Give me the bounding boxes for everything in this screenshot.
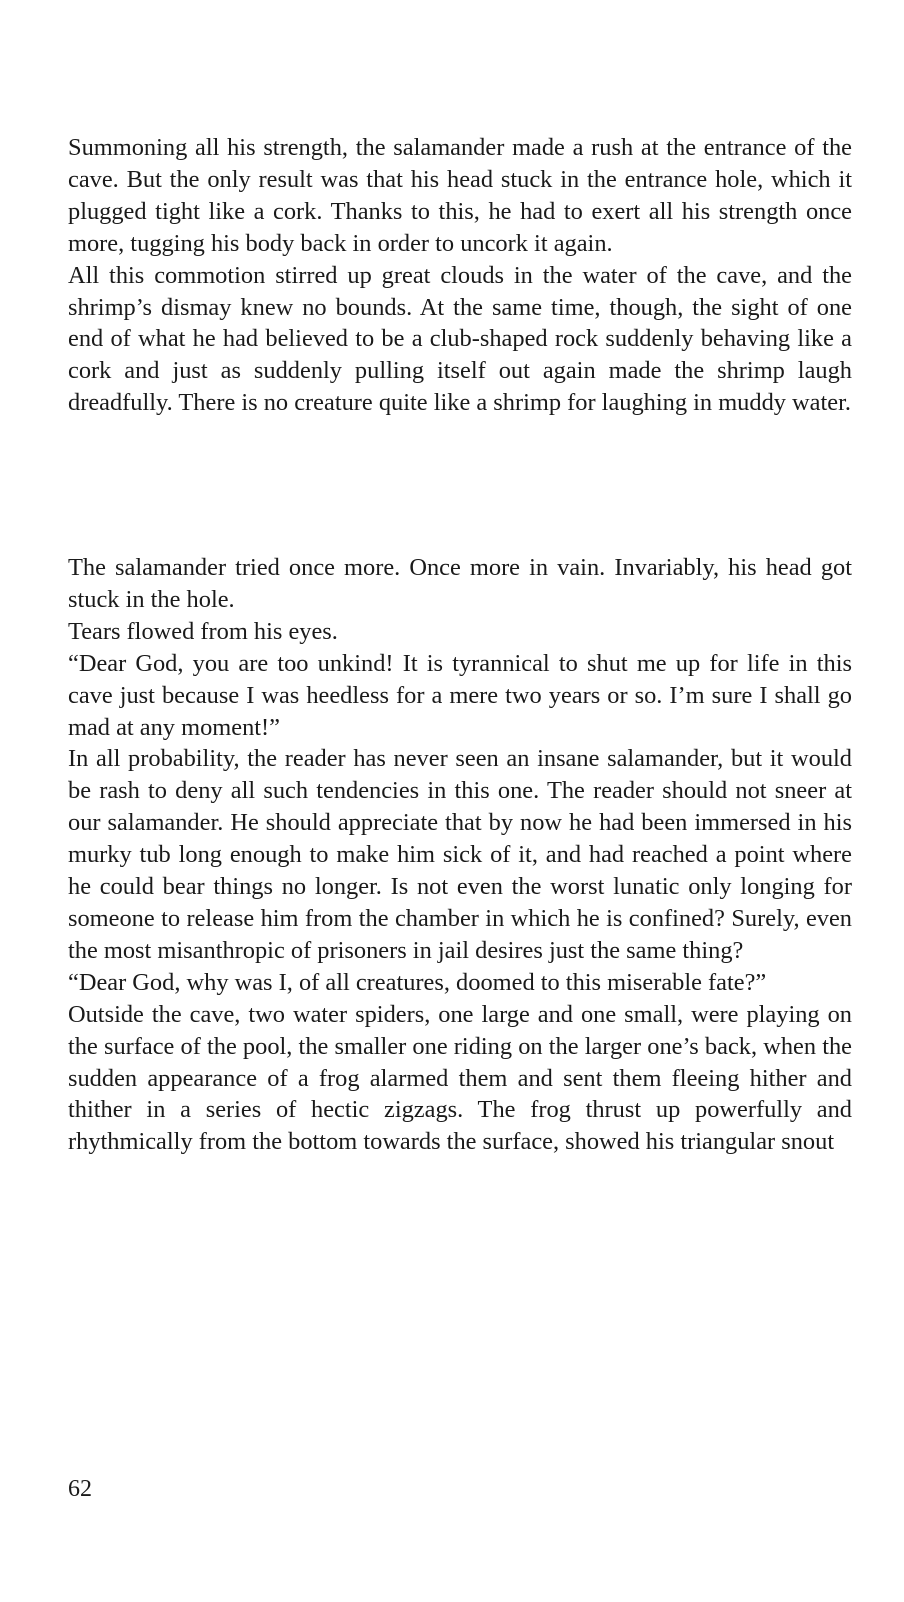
paragraph: In all probability, the reader has never seen an insane salamander, but it would be rash to deny all such tendencies in this one. The reader should not sneer at our salamander. He should appreciate that by now he had been immersed in his murky tub long enough to make him sick of it, and had reached a point where he could bear things no longer. Is not even the worst lunatic only longing for someone to release him from the chamber in which he is confined? Surely, even the most misanthropic of prisoners in jail desires just the same thing? [68,745,852,964]
paragraph: The salamander tried once more. Once more in vain. Invariably, his head got stuck in the hole. [68,554,852,613]
text-section-1 [68,132,852,419]
paragraph: All this commotion stirred up great clouds in the water of the cave, and the shrimp’s dismay knew no bounds. At the same time, though, the sight of one end of what he had believed to be a club-shaped rock suddenly behaving like a cork and just as suddenly pulling itself out again made the shrimp laugh dreadfully. There is no creature quite like a shrimp for laughing in muddy water. [68,261,852,417]
text-section-2 [68,552,852,1158]
paragraph: Outside the cave, two water spiders, one large and one small, were playing on the surface of the pool, the smaller one riding on the larger one’s back, when the sudden appearance of a frog alarmed them and sent them fleeing hither and thither in a series of hectic zigzags. The frog thrust up powerfully and rhythmically from the bottom towards the surface, showed his triangular snout [68,1000,852,1156]
paragraph: “Dear God, you are too unkind! It is tyrannical to shut me up for life in this cave just because I was heedless for a mere two years or so. I’m sure I shall go mad at any moment!” [68,649,852,741]
paragraph: “Dear God, why was I, of all creatures, doomed to this miserable fate?” [68,968,767,996]
paragraph: Summoning all his strength, the salamander made a rush at the entrance of the cave. But the only result was that his head stuck in the entrance hole, which it plugged tight like a cork. Thanks to this, he had to exert all his strength once more, tugging his body back in order to uncork it again. [68,134,852,257]
paragraph: Tears flowed from his eyes. [68,617,338,645]
page-number: 62 [68,1476,92,1502]
